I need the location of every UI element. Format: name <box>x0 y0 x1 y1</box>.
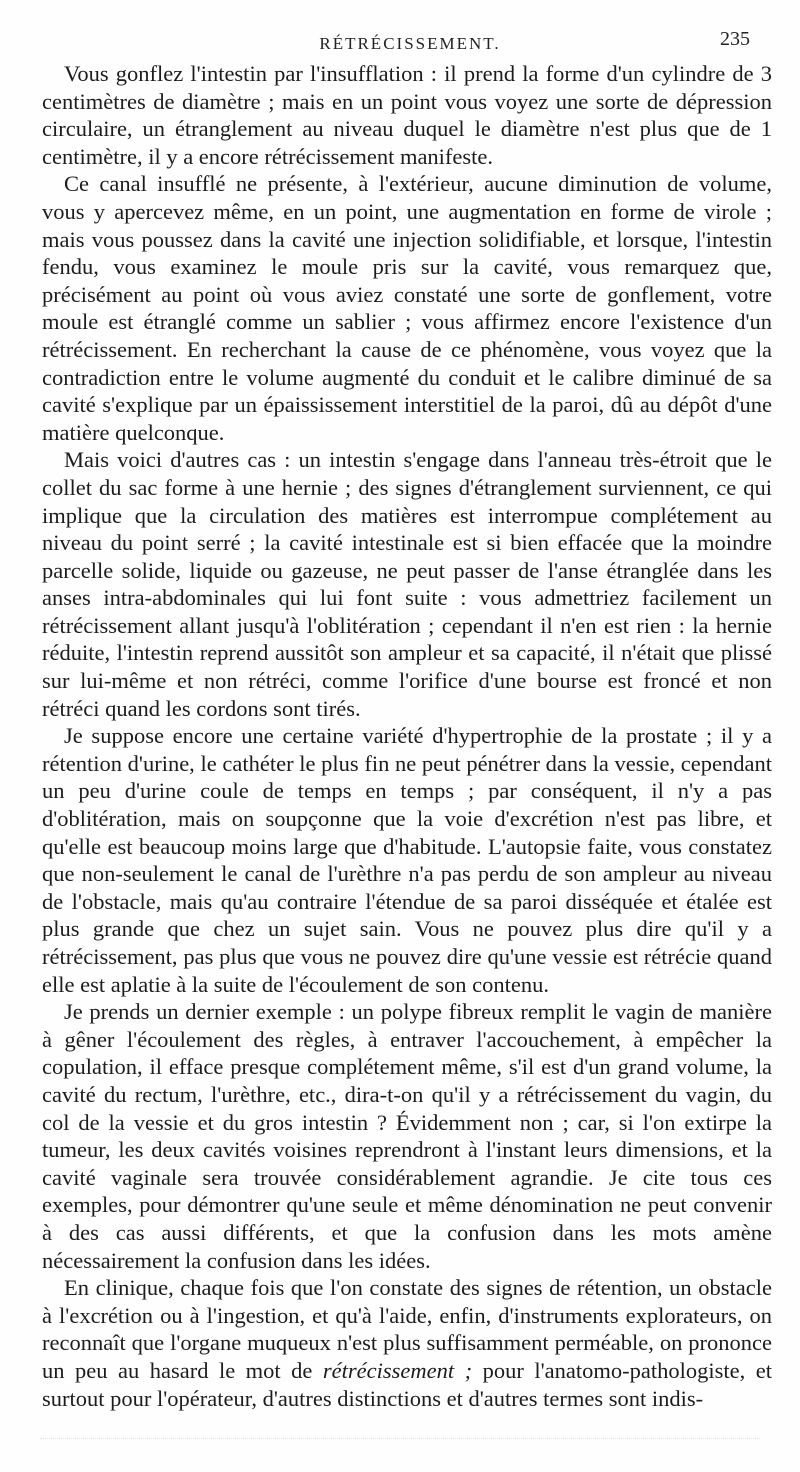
paragraph-prostate <box>42 722 772 998</box>
paragraph-emphasis: rétrécissement ; <box>322 1357 473 1383</box>
paragraph-insufflation <box>42 60 772 170</box>
page-bottom-edge <box>40 1432 760 1439</box>
paragraph-text: Je suppose encore une certaine variété d'hypertrophie de la prostate ; il y a rétention d'urine, le cathéter le plus fin ne peut pénétrer dans la vessie, cependant un peu d'urine coule de temps en temps ; par conséquent, il n'y a pas d'oblitération, mais on soupçonne que la voie d'excrétion n'est pas libre, et qu'elle est beaucoup moins large que d'habitude. L'autopsie faite, vous constatez que non-seulement le canal de l'urèthre n'a pas perdu de son ampleur au niveau de l'obstacle, mais qu'au contraire l'étendue de sa paroi disséquée et étalée est plus grande que chez un sujet sain. Vous ne pouvez plus dire qu'il y a rétrécissement, pas plus que vous ne pouvez dire qu'une vessie est rétrécie quand elle est aplatie à la suite de l'écoulement de son contenu. <box>42 723 772 997</box>
running-head <box>60 28 760 58</box>
page-number: 235 <box>720 28 750 50</box>
running-title: RÉTRÉCISSEMENT. <box>319 34 501 53</box>
paragraph-text: Vous gonflez l'intestin par l'insufflation : il prend la forme d'un cylindre de 3 centimètres de diamètre ; mais en un point vous voyez une sorte de dépression circulaire, un étranglement au niveau duquel le diamètre n'est plus que de 1 centimètre, il y a encore rétrécissement manifeste. <box>42 61 772 169</box>
paragraph-text: pour l'anatomo-pathologiste, et surtout pour l'opérateur, d'autres distinctions et d'autres termes sont indis- <box>42 1357 772 1411</box>
paragraph-text: Mais voici d'autres cas : un intestin s'engage dans l'anneau très-étroit que le collet du sac forme à une hernie ; des signes d'étranglement surviennent, ce qui implique que la circulation des matières est interrompue complétement au niveau du point serré ; la cavité intestinale est si bien effacée que la moindre parcelle solide, liquide ou gazeuse, ne peut passer de l'anse étranglée dans les anses intra-abdominales qui lui font suite : vous admettriez facilement un rétrécissement allant jusqu'à l'oblitération ; cependant il n'en est rien : la hernie réduite, l'intestin reprend aussitôt son ampleur et sa capacité, il n'était que plissé sur lui-même et non rétréci, comme l'orifice d'une bourse est froncé et non rétréci quand les cordons sont tirés. <box>42 447 772 721</box>
paragraph-text: Je prends un dernier exemple : un polype fibreux remplit le vagin de manière à gêner l'écoulement des règles, à entraver l'accouchement, à empêcher la copulation, il efface presque complétement même, s'il est d'un grand volume, la cavité du rectum, l'urèthre, etc., dira-t-on qu'il y a rétrécissement du vagin, du col de la vessie et du gros intestin ? Évidemment non ; car, si l'on extirpe la tumeur, les deux cavités voisines reprendront à l'instant leurs dimensions, et la cavité vaginale sera trouvée considérablement agrandie. Je cite tous ces exemples, pour démontrer qu'une seule et même dénomination ne peut convenir à des cas aussi différents, et que la confusion dans les mots amène nécessairement la confusion dans les idées. <box>42 999 772 1273</box>
paragraph-canal-insuffle <box>42 170 772 446</box>
paragraph-hernie <box>42 446 772 722</box>
body-text <box>42 60 772 1412</box>
paragraph-polype <box>42 998 772 1274</box>
paragraph-text: Ce canal insufflé ne présente, à l'extérieur, aucune diminution de volume, vous y apercevez même, en un point, une augmentation en forme de virole ; mais vous poussez dans la cavité une injection solidifiable, et lorsque, l'intestin fendu, vous examinez le moule pris sur la cavité, vous remarquez que, précisément au point où vous aviez constaté une sorte de gonflement, votre moule est étranglé comme un sablier ; vous affirmez encore l'existence d'un rétrécissement. En recherchant la cause de ce phénomène, vous voyez que la contradiction entre le volume augmenté du conduit et le calibre diminué de sa cavité s'explique par un épaississement interstitiel de la paroi, dû au dépôt d'une matière quelconque. <box>42 171 772 445</box>
paragraph-clinique <box>42 1274 772 1412</box>
paragraph-text: En clinique, chaque fois que l'on constate des signes de rétention, un obstacle à l'excrétion ou à l'ingestion, et qu'à l'aide, enfin, d'instruments explorateurs, on reconnaît que l'organe muqueux n'est plus suffisamment perméable, on prononce un peu au hasard le mot de <box>42 1275 772 1383</box>
